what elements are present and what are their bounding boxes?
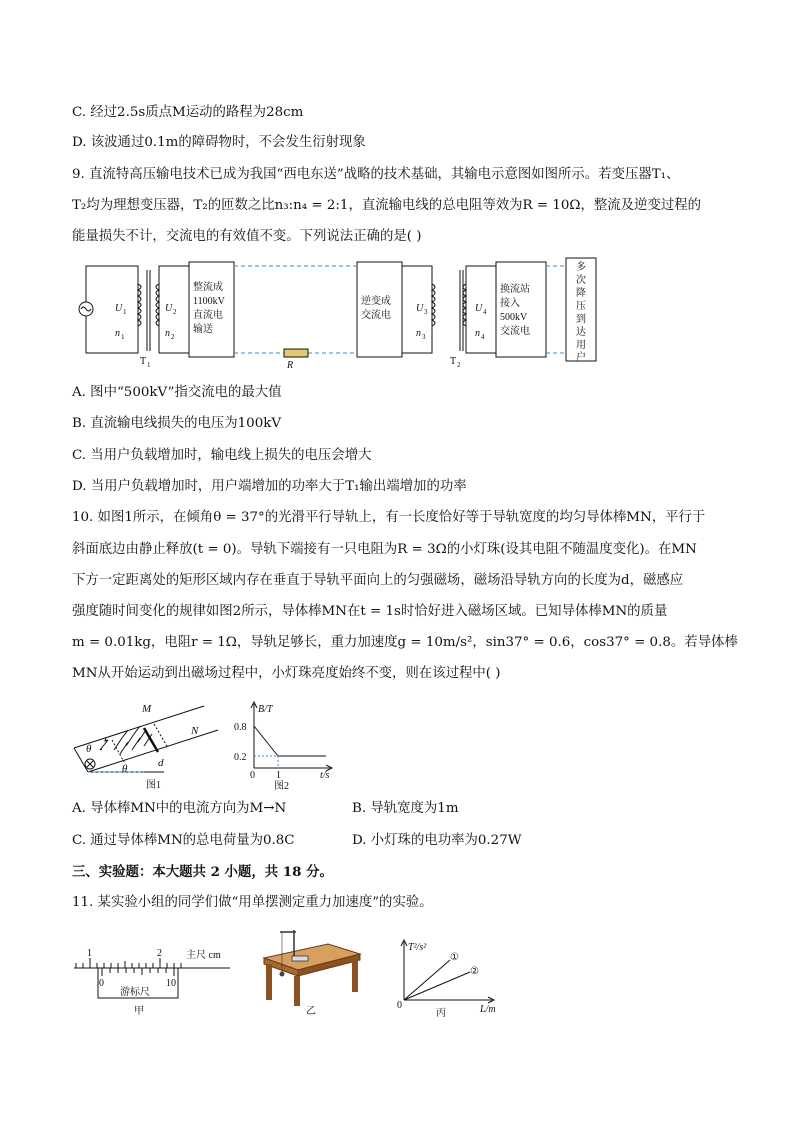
t1-label: T (140, 356, 147, 367)
box1-line4: 输送 (193, 324, 213, 335)
section-3-heading: 三、实验题：本大题共 2 小题，共 18 分。 (72, 864, 333, 880)
n3-label: n (416, 328, 421, 339)
field-length-d: d (158, 757, 164, 769)
question-11-line1: 11. 某实验小组的同学们做“用单摆测定重力加速度”的实验。 (72, 895, 433, 910)
box3-line2: 接入 (500, 298, 520, 309)
option-10c: C. 通过导体棒MN的总电荷量为0.8C (72, 833, 295, 848)
n1-label: n (115, 328, 120, 339)
box1-line2: 1100kV (193, 296, 225, 307)
n2-sub: 2 (171, 333, 175, 341)
n1-sub: 1 (121, 333, 125, 341)
b-tick-02: 0.2 (234, 752, 247, 763)
question-9-line3: 能量损失不计，交流电的有效值不变。下列说法正确的是( ) (72, 229, 422, 244)
caption-jia: 甲 (134, 1006, 144, 1016)
box3-line4: 交流电 (500, 326, 530, 337)
u1-label: U (115, 303, 123, 314)
box3-line1: 换流站 (500, 284, 530, 295)
box2-line1: 逆变成 (361, 296, 391, 307)
t1-sub: 1 (147, 361, 151, 368)
n3-sub: 3 (422, 333, 426, 341)
b-tick-08: 0.8 (234, 722, 247, 733)
option-9b: B. 直流输电线损失的电压为100kV (72, 416, 281, 431)
question-9-line1: 9. 直流特高压输电技术已成为我国“西电东送”战略的技术基础，其输电示意图如图所示。若变压器T₁、 (72, 167, 680, 182)
vernier-0: 0 (99, 978, 104, 989)
rod-end-n: N (191, 725, 199, 737)
caption-yi: 乙 (306, 1006, 316, 1016)
n4-sub: 4 (481, 333, 485, 341)
option-10d: D. 小灯珠的电功率为0.27W (352, 833, 522, 848)
b-t-graph (230, 700, 340, 792)
figure2-caption: 图2 (274, 781, 289, 792)
u2-label: U (165, 303, 173, 314)
box4-char7: 用 (576, 340, 586, 351)
option-9d: D. 当用户负载增加时，用户端增加的功率大于T₁输出端增加的功率 (72, 479, 467, 494)
box4-char2: 次 (576, 275, 586, 286)
theta-label-2: θ (122, 763, 128, 775)
box2-line2: 交流电 (361, 310, 391, 321)
t-axis-label: t/s (320, 770, 330, 781)
question-10-line2: 斜面底边由静止释放(t = 0)。导轨下端接有一只电阻为R = 3Ω的小灯珠(设其电阻不随温度变化)。在MN (72, 542, 697, 557)
u3-label: U (416, 303, 424, 314)
option-10b: B. 导轨宽度为1m (352, 801, 459, 816)
resistor-label: R (287, 360, 294, 368)
box1-line3: 直流电 (193, 310, 223, 321)
box1-line1: 整流成 (193, 282, 223, 293)
main-scale-label: 主尺 cm (186, 950, 221, 961)
question-10-line1: 10. 如图1所示，在倾角θ = 37°的光滑平行导轨上，有一长度恰好等于导轨宽度的均匀导体棒MN，平行于 (72, 510, 706, 525)
line-2-label: ② (470, 966, 479, 977)
vernier-label: 游标尺 (120, 987, 150, 998)
b-axis-label: B/T (258, 704, 273, 715)
box4-char1: 多 (576, 262, 586, 273)
u2-sub: 2 (173, 308, 177, 316)
t2-label: T (450, 356, 457, 367)
main-scale-1: 1 (87, 948, 92, 959)
pendulum-table-figure (256, 924, 366, 1016)
question-10-line6: MN从开始运动到出磁场过程中，小灯珠亮度始终不变，则在该过程中( ) (72, 666, 501, 681)
option-8d: D. 该波通过0.1m的障碍物时，不会发生衍射现象 (72, 135, 366, 150)
t-tick-1: 1 (276, 770, 281, 781)
vernier-10: 10 (166, 978, 176, 989)
t2-l-graph (394, 938, 504, 1018)
question-10-line5: m = 0.01kg，电阻r = 1Ω，导轨足够长，重力加速度g = 10m/s²，sin37° = 0.6，cos37° = 0.8。若导体棒 (72, 635, 738, 650)
graph-x-axis-label: L/m (480, 1004, 496, 1015)
question-10-line4: 强度随时间变化的规律如图2所示，导体棒MN在t = 1s时恰好进入磁场区域。已知导体棒MN的质量 (72, 604, 668, 619)
graph-origin: 0 (397, 1000, 402, 1011)
rod-end-m: M (142, 703, 152, 715)
u1-sub: 1 (123, 308, 127, 316)
u3-sub: 3 (424, 308, 428, 316)
option-9c: C. 当用户负载增加时，输电线上损失的电压会增大 (72, 448, 372, 463)
theta-label-1: θ (86, 743, 92, 755)
box4-char4: 压 (576, 301, 586, 312)
n2-label: n (165, 328, 170, 339)
line-1-label: ① (450, 952, 459, 963)
option-10a: A. 导体棒MN中的电流方向为M→N (72, 801, 287, 816)
box4-char3: 降 (576, 288, 586, 299)
option-9a: A. 图中“500kV”指交流电的最大值 (72, 385, 282, 400)
box4-char6: 达 (576, 327, 586, 338)
u4-sub: 4 (483, 308, 487, 316)
box3-line3: 500kV (500, 312, 528, 323)
caption-bing: 丙 (436, 1008, 446, 1018)
question-10-line3: 下方一定距离处的矩形区域内存在垂直于导轨平面向上的匀强磁场，磁场沿导轨方向的长度为d，磁感应 (72, 573, 684, 588)
vernier-caliper-figure (70, 944, 240, 1016)
t2-sub: 2 (457, 361, 461, 368)
figure1-caption: 图1 (146, 780, 161, 791)
box4-char5: 到 (576, 314, 586, 325)
main-scale-2: 2 (157, 948, 162, 959)
question-9-line2: T₂均为理想变压器，T₂的匝数之比n₃:n₄ = 2:1，直流输电线的总电阻等效为R = 10Ω，整流及逆变过程的 (72, 198, 702, 213)
t-tick-0: 0 (250, 770, 255, 781)
graph-y-axis-label: T²/s² (408, 942, 427, 953)
incline-rails-figure (64, 698, 224, 792)
transmission-diagram (76, 256, 606, 368)
box4-char8: 户 (576, 352, 586, 363)
u4-label: U (475, 303, 483, 314)
option-8c: C. 经过2.5s质点M运动的路程为28cm (72, 105, 304, 120)
n4-label: n (475, 328, 480, 339)
